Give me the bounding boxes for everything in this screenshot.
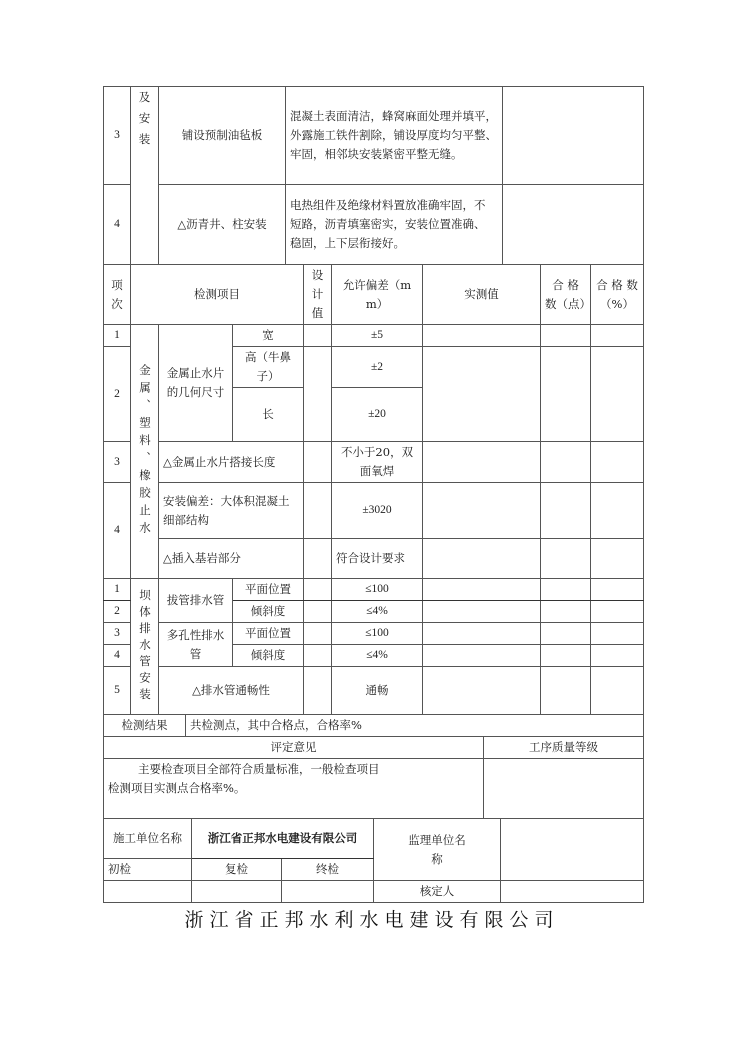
design-value-cell[interactable] [304, 667, 332, 715]
header-pass-rate: 合 格 数（%） [591, 265, 644, 325]
row-number: 4 [104, 185, 131, 265]
re-check-label: 复检 [192, 859, 282, 881]
category-char: 及 [138, 90, 151, 104]
pass-count-cell[interactable] [541, 325, 591, 347]
table-row [104, 325, 644, 347]
design-value-cell[interactable] [304, 623, 332, 645]
measured-cell[interactable] [423, 667, 541, 715]
dimension-label: 平面位置 [233, 579, 304, 601]
pass-rate-cell[interactable] [591, 645, 644, 667]
dimension-label: 宽 [233, 325, 304, 347]
row-number: 4 [104, 483, 131, 579]
top-section-table [103, 86, 644, 265]
header-row [104, 265, 644, 325]
first-check-cell[interactable] [104, 881, 192, 903]
dimension-label: 倾斜度 [233, 645, 304, 667]
table-row [104, 579, 644, 601]
measured-cell[interactable] [423, 539, 541, 579]
table-row [104, 87, 644, 185]
pass-count-cell[interactable] [541, 623, 591, 645]
final-check-cell[interactable] [282, 881, 374, 903]
item-name: 安装偏差：大体积混凝土细部结构 [159, 483, 304, 539]
measured-cell[interactable] [423, 483, 541, 539]
requirement-line: 牢固，相邻块安装紧密平整无缝。 [290, 147, 463, 161]
requirement-line: 外露施工铁件割除，铺设厚度均匀平整、 [290, 128, 497, 142]
signoff-row [104, 881, 644, 903]
row-number: 3 [104, 442, 131, 483]
re-check-cell[interactable] [192, 881, 282, 903]
design-value-cell[interactable] [304, 539, 332, 579]
design-value-cell[interactable] [304, 601, 332, 623]
supervisor-label: 监理单位名称 [374, 819, 501, 881]
drain-sub-label: 多孔性排水管 [159, 623, 233, 667]
measured-cell[interactable] [423, 645, 541, 667]
row-number: 1 [104, 325, 131, 347]
inspection-form [103, 86, 643, 903]
waterstop-group-label: 金属、塑料、橡胶止水 [131, 325, 159, 579]
measured-cell[interactable] [423, 601, 541, 623]
result-cell[interactable] [503, 87, 644, 185]
dimension-label: 平面位置 [233, 623, 304, 645]
table-row [104, 483, 644, 539]
category-char: 装 [138, 132, 151, 146]
design-value-cell[interactable] [304, 347, 332, 442]
drain-group-label: 坝体排水管安装 [131, 579, 159, 715]
pass-rate-cell[interactable] [591, 601, 644, 623]
table-row [104, 623, 644, 645]
design-value-cell[interactable] [304, 645, 332, 667]
header-pass-count: 合 格 数（点） [541, 265, 591, 325]
tolerance-value: 符合设计要求 [332, 539, 423, 579]
design-value-cell[interactable] [304, 325, 332, 347]
row-number: 5 [104, 667, 131, 715]
pass-rate-cell[interactable] [591, 442, 644, 483]
tolerance-value: ±3020 [332, 483, 423, 539]
table-row [104, 667, 644, 715]
tolerance-value: ±2 [332, 347, 423, 388]
item-name: △沥青井、柱安装 [159, 185, 286, 265]
evaluation-table [103, 714, 644, 819]
measurement-table [103, 264, 644, 715]
tolerance-value: 通畅 [332, 667, 423, 715]
design-value-cell[interactable] [304, 483, 332, 539]
header-no: 项次 [104, 265, 131, 325]
measured-cell[interactable] [423, 623, 541, 645]
approver-label: 核定人 [374, 881, 501, 903]
item-name: 铺设预制油毡板 [159, 87, 286, 185]
first-check-label: 初检 [104, 859, 192, 881]
row-number: 3 [104, 623, 131, 645]
evaluation-body-row [104, 759, 644, 819]
row-number: 2 [104, 601, 131, 623]
table-row [104, 539, 644, 579]
tolerance-value: ≤100 [332, 579, 423, 601]
grade-cell[interactable] [484, 759, 644, 819]
pass-count-cell[interactable] [541, 539, 591, 579]
waterstop-sub-label: 金属止水片的几何尺寸 [159, 325, 233, 442]
grade-label: 工序质量等级 [484, 737, 644, 759]
requirement-text [286, 87, 503, 185]
header-item: 检测项目 [131, 265, 304, 325]
pass-count-cell[interactable] [541, 442, 591, 483]
pass-count-cell[interactable] [541, 483, 591, 539]
contractor-label: 施工单位名称 [104, 819, 192, 859]
tolerance-value: ±20 [332, 388, 423, 442]
drain-sub-label: 拔管排水管 [159, 579, 233, 623]
opinion-line: 主要检查项目全部符合质量标准，一般检查项目 [138, 762, 380, 776]
contractor-name: 浙江省正邦水电建设有限公司 [192, 819, 374, 859]
row-number: 2 [104, 347, 131, 442]
signoff-table [103, 818, 644, 903]
category-char: 安 [138, 111, 151, 125]
supervisor-name-cell[interactable] [501, 819, 644, 881]
pass-count-cell[interactable] [541, 667, 591, 715]
requirement-line: 稳固，上下层衔接好。 [290, 236, 405, 250]
opinion-label: 评定意见 [104, 737, 484, 759]
pass-count-cell[interactable] [541, 579, 591, 601]
row-number: 4 [104, 645, 131, 667]
result-row [104, 715, 644, 737]
tolerance-value: 不小于20，双面氧焊 [332, 442, 423, 483]
pass-rate-cell[interactable] [591, 579, 644, 601]
category-label [131, 87, 159, 265]
tolerance-value: ±5 [332, 325, 423, 347]
dimension-label: 高（牛鼻子） [233, 347, 304, 388]
table-row [104, 185, 644, 265]
dimension-label: 长 [233, 388, 304, 442]
row-number: 1 [104, 579, 131, 601]
pass-count-cell[interactable] [541, 645, 591, 667]
header-measured: 实测值 [423, 265, 541, 325]
design-value-cell[interactable] [304, 579, 332, 601]
opinion-line: 检测项目实测点合格率%。 [108, 781, 246, 795]
requirement-line: 混凝土表面清洁，蜂窝麻面处理并填平， [290, 109, 497, 123]
final-check-label: 终检 [282, 859, 374, 881]
requirement-line: 短路，沥青填塞密实，安装位置准确、 [290, 217, 486, 231]
pass-rate-cell[interactable] [591, 325, 644, 347]
pass-count-cell[interactable] [541, 601, 591, 623]
tolerance-value: ≤4% [332, 645, 423, 667]
measured-cell[interactable] [423, 579, 541, 601]
measured-cell[interactable] [423, 347, 541, 442]
pass-rate-cell[interactable] [591, 623, 644, 645]
result-cell[interactable] [503, 185, 644, 265]
pass-rate-cell[interactable] [591, 539, 644, 579]
footer-company-name: 浙江省正邦水利水电建设有限公司 [184, 909, 560, 931]
tolerance-value: ≤100 [332, 623, 423, 645]
measured-cell[interactable] [423, 325, 541, 347]
tolerance-value: ≤4% [332, 601, 423, 623]
row-number: 3 [104, 87, 131, 185]
opinion-text [104, 759, 484, 819]
requirement-line: 电热组件及绝缘材料置放准确牢固，不 [290, 198, 486, 212]
header-design-value: 设计值 [304, 265, 332, 325]
result-text: 共检测点，其中合格点，合格率% [186, 715, 644, 737]
pass-count-cell[interactable] [541, 347, 591, 442]
header-tolerance: 允许偏差（mm） [332, 265, 423, 325]
result-label: 检测结果 [104, 715, 186, 737]
evaluation-header-row [104, 737, 644, 759]
requirement-text [286, 185, 503, 265]
pass-rate-cell[interactable] [591, 347, 644, 442]
pass-rate-cell[interactable] [591, 483, 644, 539]
signoff-row [104, 819, 644, 859]
design-value-cell[interactable] [304, 442, 332, 483]
dimension-label: 倾斜度 [233, 601, 304, 623]
pass-rate-cell[interactable] [591, 667, 644, 715]
item-name: △插入基岩部分 [159, 539, 304, 579]
table-row [104, 442, 644, 483]
item-name: △金属止水片搭接长度 [159, 442, 304, 483]
item-name: △排水管通畅性 [159, 667, 304, 715]
measured-cell[interactable] [423, 442, 541, 483]
approver-cell[interactable] [501, 881, 644, 903]
